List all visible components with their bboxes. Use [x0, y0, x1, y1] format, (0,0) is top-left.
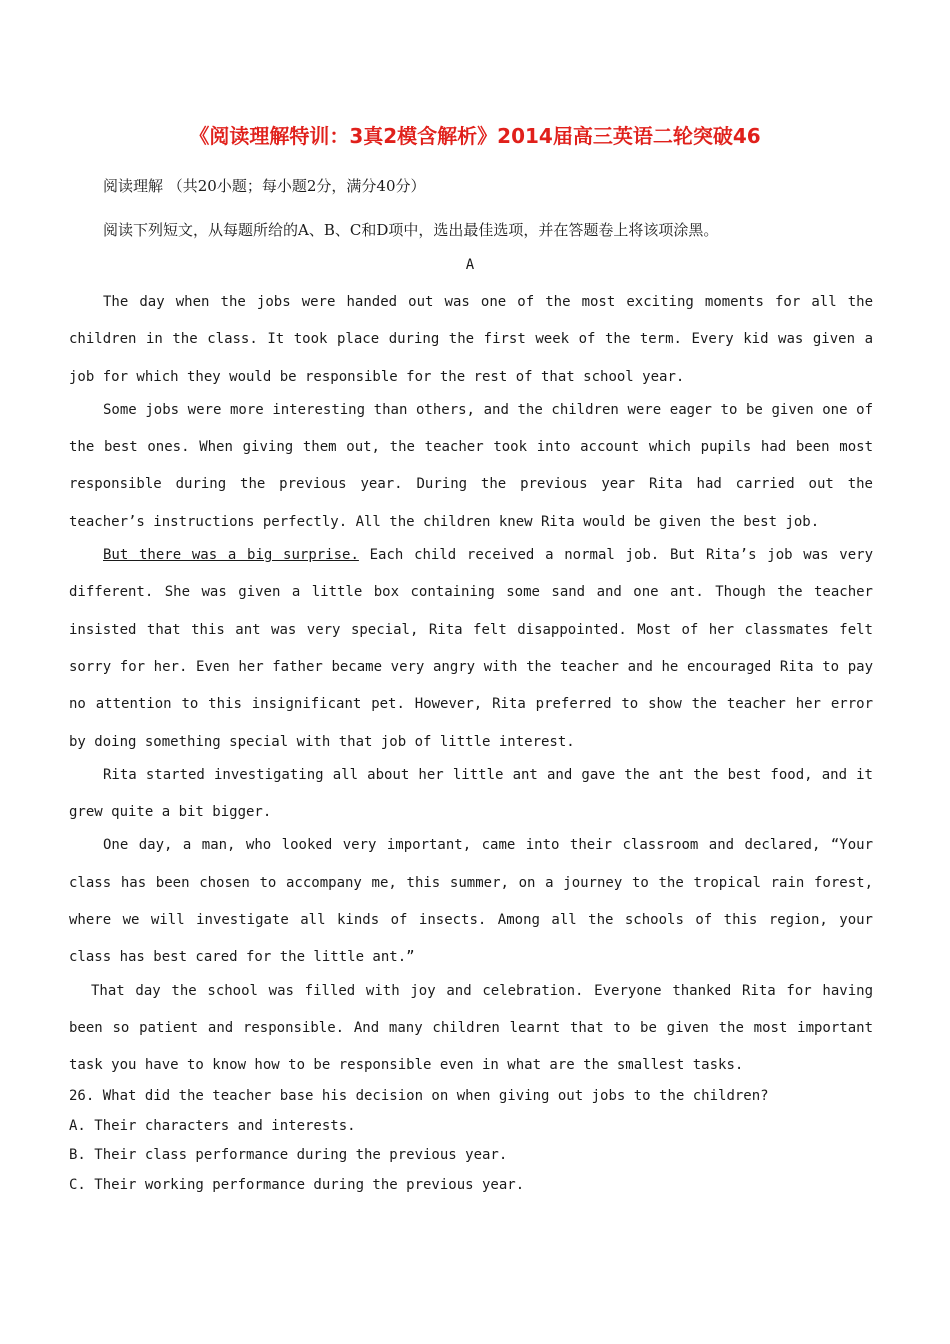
paragraph-3	[69, 537, 873, 761]
reading-passage	[69, 284, 873, 1081]
section-instructions: 阅读理解 （共20小题；每小题2分，满分40分）	[103, 177, 426, 195]
underlined-sentence: But there was a big surprise.	[103, 547, 359, 564]
paragraph-5: One day, a man, who looked very important, came into their classroom and declared, “Your class has been chosen to accompany me, this summer, on a journey to the tropical rain forest, where we will investigate all kinds of insects. Among all the schools of this region, your class has best cared for the little ant.”	[69, 837, 873, 966]
question-26	[69, 1082, 873, 1200]
paragraph-6: That day the school was filled with joy and celebration. Everyone thanked Rita for having been so patient and responsible. And many children learnt that to be given the most important task you have to know how to be responsible even in what are the smallest tasks.	[69, 982, 873, 1074]
option-c: C. Their working performance during the previous year.	[69, 1176, 525, 1193]
document-title: 《阅读理解特训：3真2模含解析》2014届高三英语二轮突破46	[189, 124, 761, 148]
option-a: A. Their characters and interests.	[69, 1117, 356, 1134]
option-b: B. Their class performance during the previous year.	[69, 1147, 508, 1163]
question-stem: 26. What did the teacher base his decision on when giving out jobs to the children?	[69, 1088, 769, 1104]
paragraph-1: The day when the jobs were handed out was one of the most exciting moments for all the children in the class. It took place during the first week of the term. Every kid was given a job for which they would be responsible for the rest of that school year.	[69, 294, 873, 385]
answer-instructions: 阅读下列短文，从每题所给的A、B、C和D项中，选出最佳选项，并在答题卷上将该项涂黑。	[103, 221, 719, 239]
passage-label: A	[465, 257, 475, 273]
paragraph-4: Rita started investigating all about her little ant and gave the ant the best food, and it grew quite a bit bigger.	[69, 766, 873, 821]
paragraph-3-text: Each child received a normal job. But Rita’s job was very different. She was given a little box containing some sand and one ant. Though the teacher insisted that this ant was very special, Rita felt disappointed. Most of her classmates felt sorry for her. Even her father became very angry with the teacher and he encouraged Rita to pay no attention to this insignificant pet. However, Rita preferred to show the teacher her error by doing something special with that job of little interest.	[69, 547, 873, 750]
paragraph-2: Some jobs were more interesting than others, and the children were eager to be given one of the best ones. When giving them out, the teacher took into account which pupils had been most responsible during the previous year. During the previous year Rita had carried out the teacher’s instructions perfectly. All the children knew Rita would be given the best job.	[69, 401, 873, 530]
